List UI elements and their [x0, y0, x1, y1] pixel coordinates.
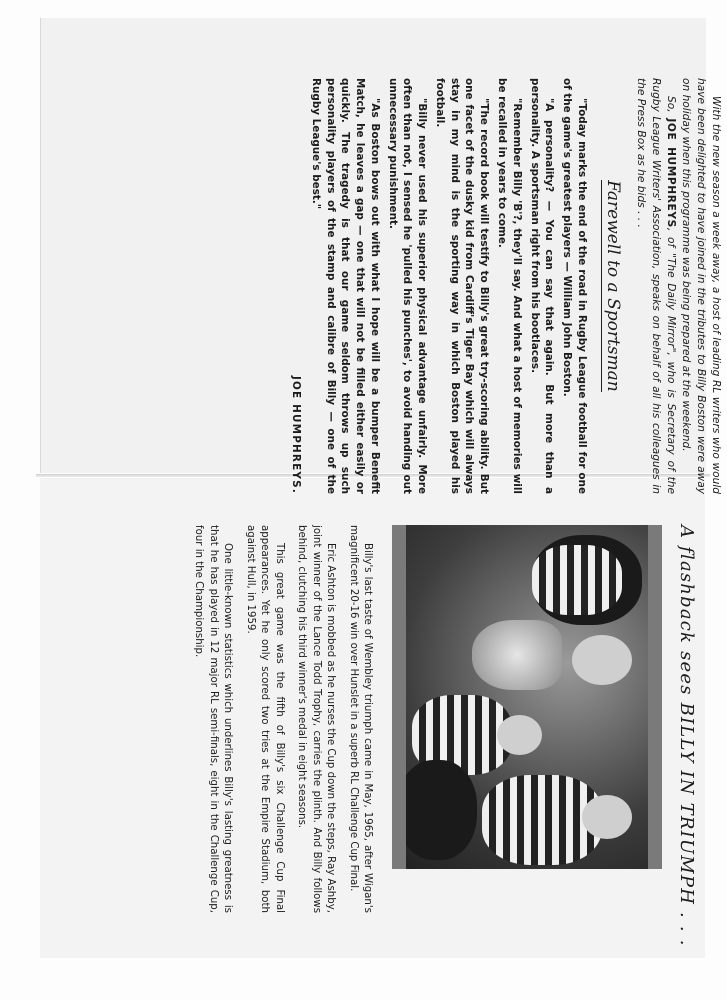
photo-rail-bottom: [392, 525, 406, 869]
article-paragraph-2: "A personality? — You can say that again. But more than a personality. A sportsman right from his bootlaces.: [528, 78, 556, 494]
article-headline: [603, 78, 623, 494]
photo-face-center: [572, 635, 632, 685]
article-paragraph-4: "The record book will testify to Billy's great try-scoring ability. But one facet of the dusky kid from Cardiff's Tiger Bay which will always stay in my mind is the sporting way in which Boston played his football.: [433, 78, 491, 494]
intro-text-2: So,: [664, 96, 677, 119]
article-paragraph-1: "Today marks the end of the road in Rugby League football for one of the game's greatest players — William John Boston.: [561, 78, 588, 494]
cup-final-photo: [392, 525, 662, 869]
caption-paragraph-1: Billy's last taste of Wembley triumph came in May, 1965, after Wigan's magnificent 20-16 win over Hunslet in a superb RL Challenge Cup Final.: [347, 525, 373, 913]
photo-face-right: [582, 795, 632, 839]
caption-paragraph-4: One little-known statistics which underlines Billy's lasting greatness is that he has played in 12 major RL semi-finals, eight in the Challenge Cup, four in the Championship.: [193, 525, 234, 913]
caption-paragraph-3: This great game was the fifth of Billy's six Challenge Cup Final appearances. Yet he only scored two tries at the Empire Stadium, both against Hull, in 1959.: [244, 525, 285, 913]
article-paragraph-3: "Remember Billy 'B'?, they'll say. And what a host of memories will be recalled in years to come.: [495, 78, 523, 494]
photo-cup: [472, 620, 562, 690]
article-paragraph-5: "Billy never used his superior physical advantage unfairly. More often than not, I sensed he 'pulled his punches', to avoid handing out unnecessary punishment.: [386, 78, 429, 494]
farewell-page: [133, 78, 723, 494]
article-paragraph-6: "As Boston bows out with what I hope will be a bumper Benefit Match, he leaves a gap — one that will not be filled either easily or quickly. The tragedy is that our game seldom throws up such personality players of the stamp and calibre of Billy — one of the Rugby League's best.": [309, 78, 381, 494]
intro-text-1: With the new season a week away, a host of leading RL writers who would have been delighted to have joined in the tributes to Billy Boston were away on holiday when this programme was being prepared at the weekend.: [679, 78, 722, 494]
caption-paragraph-2: Eric Ashton is mobbed as he nurses the Cup down the steps, Ray Ashby, joint winner of the Lance Todd Trophy, carries the plinth. And Billy follows behind, clutching his third winner's medal in eight seasons.: [296, 525, 337, 913]
article-byline: JOE HUMPHREYS.: [290, 375, 303, 494]
intro-text-3: , of "The Daily Mirror", who is Secretary of the Rugby League Writers' Association, speaks on behalf of all his colleagues in the Press Box as he bids . . .: [634, 78, 677, 494]
flashback-title: A flashback sees BILLY IN TRIUMPH . . .: [676, 525, 697, 947]
photo-face-lower: [497, 715, 542, 755]
flashback-page: [77, 525, 697, 947]
author-name: JOE HUMPHREYS: [664, 118, 677, 228]
intro-paragraph: [633, 78, 723, 494]
headline-text: Farewell to a Sportsman: [602, 180, 623, 392]
photo-crowd-lower: [397, 760, 477, 860]
photo-jersey-left: [532, 545, 622, 615]
photo-rail-top: [648, 525, 662, 869]
